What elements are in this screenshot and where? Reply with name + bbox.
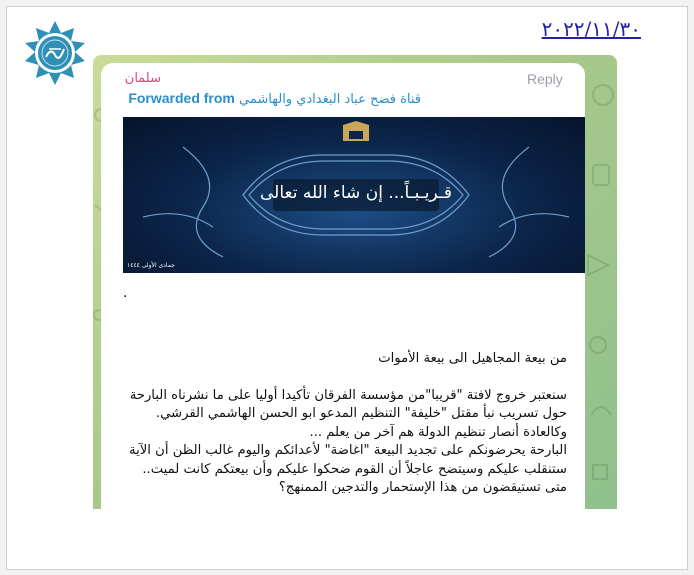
- forwarded-message-bubble[interactable]: [101, 63, 585, 509]
- message-line: وكالعادة أنصار تنظيم الدولة هم آخر من يعلم ...: [309, 424, 567, 440]
- forwarded-header[interactable]: [101, 90, 421, 107]
- banner-hijri-date: جمادى الأولى ١٤٤٤: [127, 262, 175, 269]
- message-line: ستنقلب عليكم وسيتضح عاجلاً أن القوم ضحكوا عليكم وأن بيعتكم كانت لميت..: [142, 461, 567, 477]
- document-date: ٢٠٢٢/١١/٣٠: [541, 17, 641, 41]
- forwarded-from-label: Forwarded from: [128, 90, 235, 106]
- telegram-chat-background: [93, 55, 617, 509]
- announcement-banner-image[interactable]: [123, 117, 585, 273]
- message-line: البارحة يحرضونكم على تجديد البيعة "اغاضة" لأعدائكم واليوم غالب الظن أن الآية: [129, 443, 567, 458]
- document-page: [6, 6, 688, 570]
- message-line: سنعتبر خروج لافتة "قريبا"من مؤسسة الفرقان تأكيدا أوليا على ما نشرناه البارحة: [129, 387, 567, 403]
- forwarded-channel-name[interactable]: قناة فضح عباد البغدادي والهاشمي: [239, 92, 421, 107]
- quran-emblem-icon: [19, 19, 91, 91]
- message-dot: .: [123, 285, 128, 301]
- banner-soon-text: قـريـبـاً... إن شاء الله تعالى: [259, 183, 453, 203]
- reply-button[interactable]: Reply: [527, 71, 563, 87]
- message-line: متى تستيقضون من هذا الإستحمار والتدجين الممنهج؟: [278, 480, 567, 495]
- message-line: حول تسريب نبأ مقتل "خليفة" التنظيم المدعو ابو الحسن الهاشمي القرشي.: [155, 406, 567, 421]
- message-text: [101, 350, 567, 498]
- sender-name[interactable]: سلمان: [124, 71, 161, 86]
- message-title: من بيعة المجاهيل الى بيعة الأموات: [378, 351, 567, 366]
